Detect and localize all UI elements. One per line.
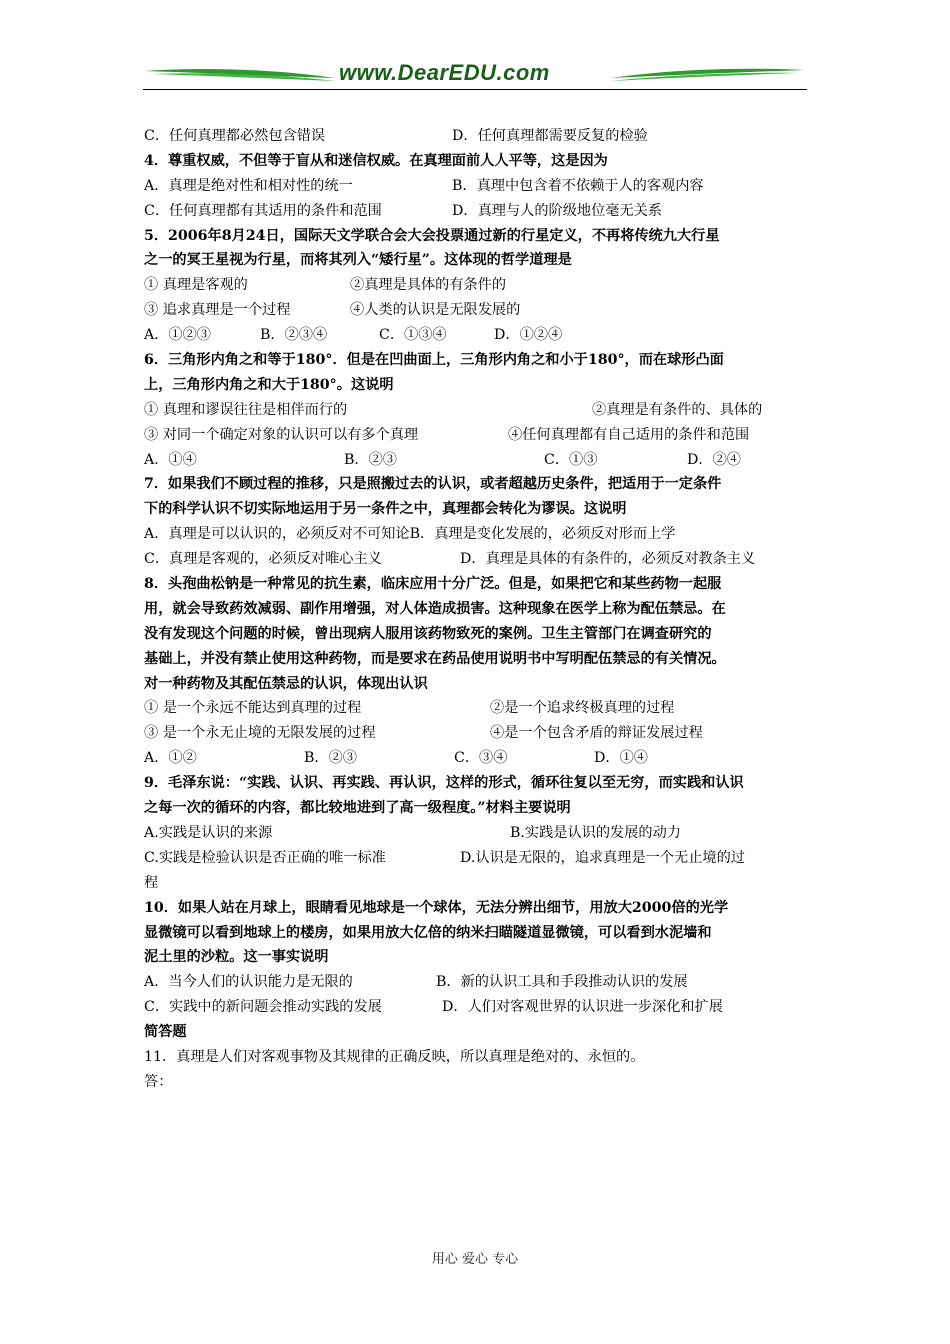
line-text: 9．毛泽东说：“实践、认识、再实践、再认识，这样的形式，循环往复以至无穷，而实践和认识 (144, 775, 744, 792)
text-line (144, 398, 824, 423)
text-line (144, 174, 824, 199)
line-text: 下的科学认识不切实际地运用于另一条件之中，真理都会转化为谬误。这说明 (144, 501, 627, 518)
text-line (144, 547, 824, 572)
option-text: ②真理是有条件的、具体的 (592, 401, 763, 418)
question-stem-line (144, 348, 824, 373)
option-text: B．②③ (304, 750, 357, 767)
line-text: 11．真理是人们对客观事物及其规律的正确反映，所以真理是绝对的、永恒的。 (144, 1048, 645, 1065)
line-text: A．真理是可以认识的，必须反对不可知论B．真理是变化发展的，必须反对形而上学 (144, 526, 676, 543)
line-text: 泥土里的沙粒。这一事实说明 (144, 949, 329, 966)
option-text: C．③④ (454, 750, 508, 767)
option-text: ③ 对同一个确定对象的认识可以有多个真理 (144, 426, 419, 443)
option-text: C．①③ (544, 451, 598, 468)
line-text: 5．2006年8月24日，国际天文学联合会大会投票通过新的行星定义，不再将传统九大行星 (144, 227, 720, 244)
option-text: C．实践中的新问题会推动实践的发展 (144, 999, 382, 1016)
option-text: ④是一个包含矛盾的辩证发展过程 (490, 725, 703, 742)
text-line (144, 124, 824, 149)
option-text: ③ 是一个永无止境的无限发展的过程 (144, 725, 376, 742)
text-line (144, 323, 824, 348)
question-stem-line (144, 597, 824, 622)
option-text: D．①②④ (494, 327, 563, 344)
option-text: ③ 追求真理是一个过程 (144, 302, 291, 319)
option-text: ④人类的认识是无限发展的 (350, 302, 521, 319)
text-line (144, 298, 824, 323)
page-header (143, 58, 807, 92)
option-text: A．①②③ (144, 327, 211, 344)
question-stem-line (144, 497, 824, 522)
option-text: ④任何真理都有自己适用的条件和范围 (508, 426, 750, 443)
question-stem-line (144, 224, 824, 249)
option-text: C．①③④ (379, 327, 447, 344)
option-text: C．真理是客观的，必须反对唯心主义 (144, 551, 382, 568)
line-text: 4．尊重权威，不但等于盲从和迷信权威。在真理面前人人平等，这是因为 (144, 152, 608, 169)
question-stem-line (144, 572, 824, 597)
option-text: C.实践是检验认识是否正确的唯一标准 (144, 849, 386, 866)
question-stem-line (144, 149, 824, 174)
text-line (144, 846, 824, 871)
page-footer: 用心 爱心 专心 (431, 1252, 519, 1267)
option-text: D．②④ (687, 451, 741, 468)
question-stem-line (144, 622, 824, 647)
option-text: B．②③ (344, 451, 397, 468)
text-line (144, 970, 824, 995)
site-logo-text: www.DearEDU.com (339, 60, 550, 85)
line-text: 对一种药物及其配伍禁忌的认识，体现出认识 (144, 675, 428, 692)
line-text: 没有发现这个问题的时候，曾出现病人服用该药物致死的案例。卫生主管部门在调查研究的 (144, 625, 712, 642)
option-text: B．②③④ (260, 327, 328, 344)
question-stem-line (144, 771, 824, 796)
text-line (144, 423, 824, 448)
option-text: B．真理中包含着不依赖于人的客观内容 (452, 177, 704, 194)
option-text: A．①④ (144, 451, 197, 468)
line-text: 7．如果我们不顾过程的推移，只是照搬过去的认识，或者超越历史条件，把适用于一定条件 (144, 476, 722, 493)
option-text: D．任何真理都需要反复的检验 (452, 128, 648, 144)
text-line (144, 522, 824, 547)
line-text: 答： (144, 1073, 173, 1090)
text-line (144, 1045, 824, 1070)
option-text: B．新的认识工具和手段推动认识的发展 (436, 974, 688, 991)
text-line (144, 821, 824, 846)
option-text: D．真理与人的阶级地位毫无关系 (452, 202, 663, 219)
option-text: B.实践是认识的发展的动力 (510, 824, 681, 841)
question-stem-line (144, 896, 824, 921)
question-stem-line (144, 921, 824, 946)
option-text: ① 真理是客观的 (144, 277, 248, 294)
header-divider (143, 89, 807, 90)
line-text: 8．头孢曲松钠是一种常见的抗生素，临床应用十分广泛。但是，如果把它和某些药物一起服 (144, 576, 722, 593)
text-line (144, 721, 824, 746)
line-text: 基础上，并没有禁止使用这种药物，而是要求在药品使用说明书中写明配伍禁忌的有关情况。 (144, 650, 726, 667)
question-stem-line (144, 796, 824, 821)
text-line (144, 696, 824, 721)
option-text: D．真理是具体的有条件的，必须反对教条主义 (460, 551, 756, 568)
question-stem-line (144, 1020, 824, 1045)
question-stem-line (144, 672, 824, 697)
option-text: C．任何真理都必然包含错误 (144, 128, 326, 144)
option-text: D．人们对客观世界的认识进一步深化和扩展 (442, 999, 723, 1016)
option-text: A．①② (144, 750, 197, 767)
option-text: ① 真理和谬误往往是相伴而行的 (144, 401, 348, 418)
option-text: ① 是一个永远不能达到真理的过程 (144, 700, 362, 717)
option-text: A．当今人们的认识能力是无限的 (144, 974, 353, 991)
line-text: 6．三角形内角之和等于180°．但是在凹曲面上，三角形内角之和小于180°，而在球形凸面 (144, 352, 724, 369)
line-text: 显微镜可以看到地球上的楼房，如果用放大亿倍的纳米扫瞄隧道显微镜，可以看到水泥墙和 (144, 924, 712, 941)
option-text: ②真理是具体的有条件的 (350, 277, 507, 294)
option-text: A．真理是绝对性和相对性的统一 (144, 177, 353, 194)
line-text: 上，三角形内角之和大于180°。这说明 (144, 376, 394, 393)
text-line (144, 746, 824, 771)
line-text: 之每一次的循环的内容，都比较地进到了高一级程度。”材料主要说明 (144, 800, 571, 817)
text-line (144, 199, 824, 224)
option-text: D.认识是无限的，追求真理是一个无止境的过 (460, 849, 745, 866)
line-text: 之一的冥王星视为行星，而将其列入“矮行星”。这体现的哲学道理是 (144, 252, 572, 269)
question-stem-line (144, 647, 824, 672)
text-line (144, 871, 824, 896)
question-list (144, 124, 824, 1095)
text-line (144, 273, 824, 298)
question-stem-line (144, 472, 824, 497)
text-line (144, 995, 824, 1020)
option-text: ②是一个追求终极真理的过程 (490, 700, 675, 717)
line-text: 程 (144, 874, 159, 891)
question-stem-line (144, 248, 824, 273)
text-line (144, 448, 824, 473)
line-text: 10．如果人站在月球上，眼睛看见地球是一个球体，无法分辨出细节，用放大2000倍的光学 (144, 899, 729, 916)
option-text: D．①④ (594, 750, 648, 767)
question-stem-line (144, 373, 824, 398)
line-text: 用，就会导致药效减弱、副作用增强，对人体造成损害。这种现象在医学上称为配伍禁忌。在 (144, 600, 726, 617)
line-text: 简答题 (144, 1024, 187, 1041)
option-text: A.实践是认识的来源 (144, 824, 273, 841)
question-stem-line (144, 945, 824, 970)
option-text: C．任何真理都有其适用的条件和范围 (144, 202, 382, 219)
text-line (144, 1070, 824, 1095)
